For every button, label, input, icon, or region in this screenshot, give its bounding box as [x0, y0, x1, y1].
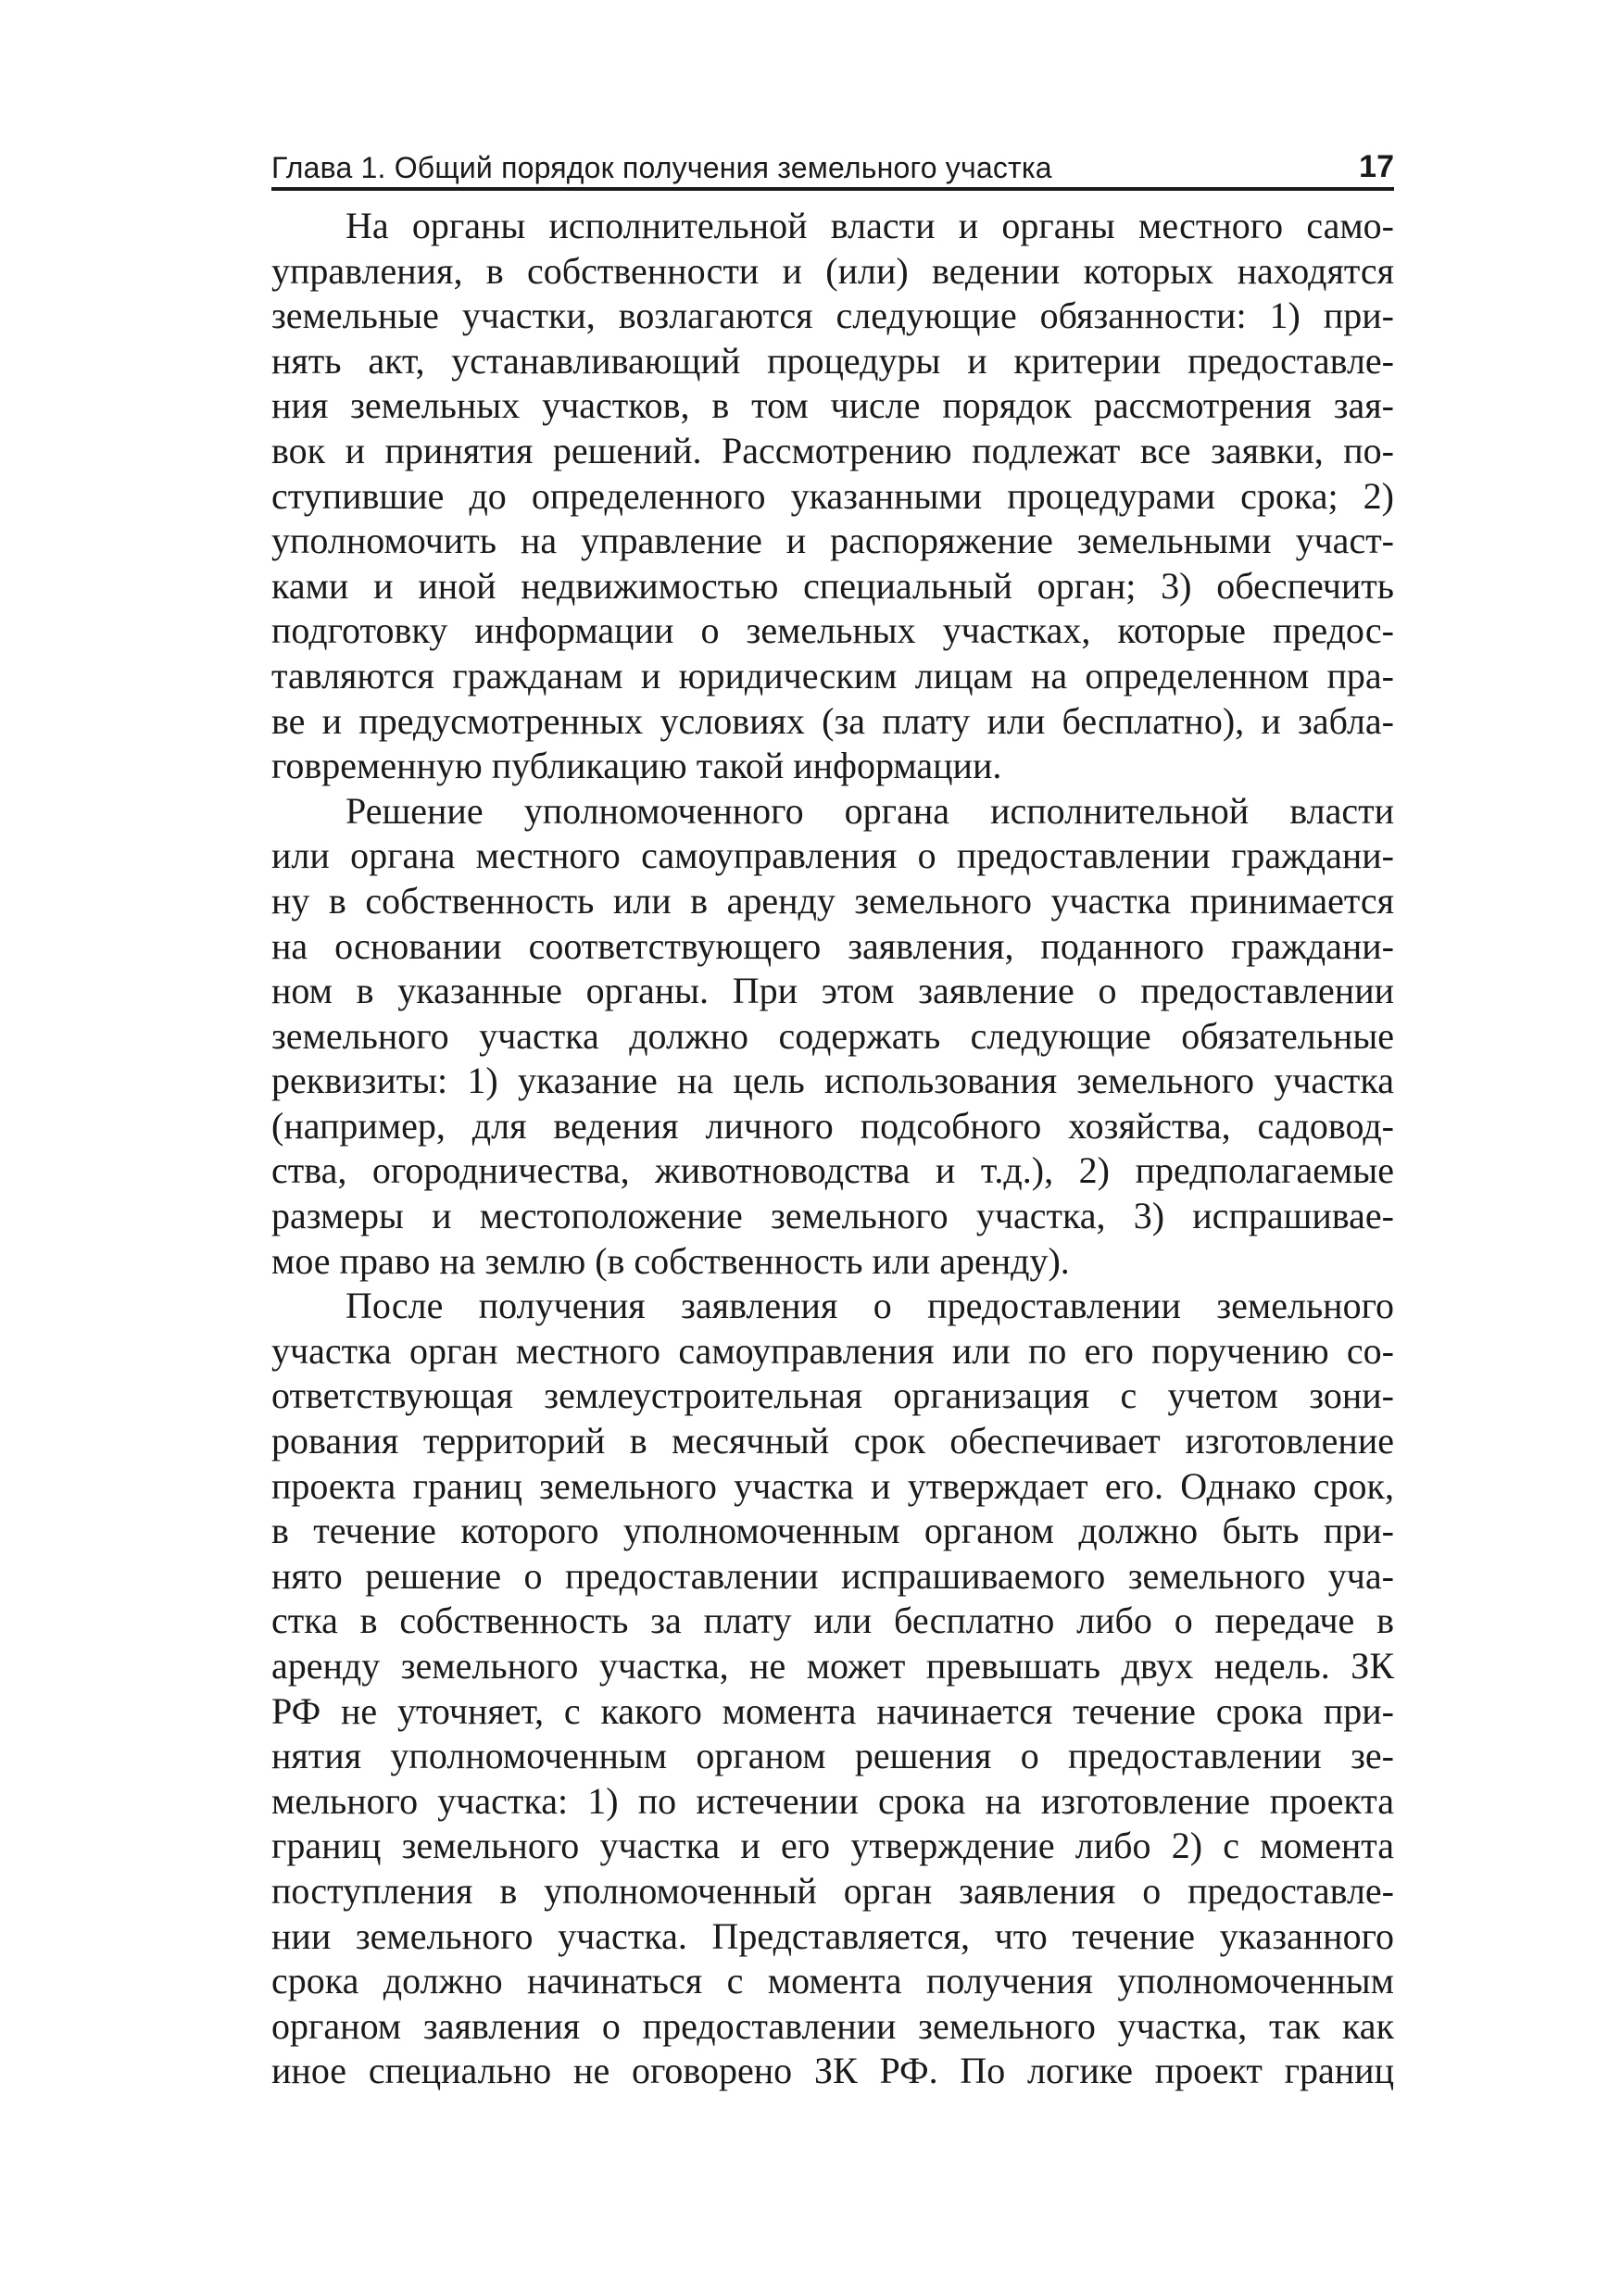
text-line: срока должно начинаться с момента получения уполномоченным — [271, 1960, 1394, 2002]
text-line: земельные участки, возлагаются следующие обязанности: 1) при- — [271, 295, 1394, 337]
text-line: реквизиты: 1) указание на цель использования земельного участка — [271, 1060, 1394, 1102]
text-line: После получения заявления о предоставлении земельного — [346, 1285, 1394, 1327]
text-line: рования территорий в месячный срок обеспечивает изготовление — [271, 1420, 1394, 1462]
text-line: размеры и местоположение земельного участка, 3) испрашивае- — [271, 1195, 1394, 1237]
text-line: нять акт, устанавливающий процедуры и критерии предоставле- — [271, 339, 1394, 382]
text-line: нято решение о предоставлении испрашиваемого земельного уча- — [271, 1554, 1394, 1597]
text-line: ве и предусмотренных условиях (за плату или бесплатно), и забла- — [271, 699, 1394, 742]
text-line: иное специально не оговорено ЗК РФ. По логике проект границ — [271, 2050, 1394, 2092]
text-line: ния земельных участков, в том числе порядок рассмотрения зая- — [271, 384, 1394, 427]
text-line: проекта границ земельного участка и утверждает его. Однако срок, — [271, 1464, 1394, 1507]
text-line: на основании соответствующего заявления, поданного граждани- — [271, 924, 1394, 967]
text-line: РФ не уточняет, с какого момента начинается течение срока при- — [271, 1689, 1394, 1732]
text-line: аренду земельного участка, не может превышать двух недель. ЗК — [271, 1645, 1394, 1687]
text-line: тавляются гражданам и юридическим лицам на определенном пра- — [271, 654, 1394, 696]
text-line: говременную публикацию такой информации. — [271, 745, 1002, 787]
text-line: нии земельного участка. Представляется, что течение указанного — [271, 1914, 1394, 1957]
running-header — [271, 141, 1394, 191]
text-line: ответствующая землеустроительная организация с учетом зони- — [271, 1374, 1394, 1417]
text-line: нятия уполномоченным органом решения о предоставлении зе- — [271, 1735, 1394, 1777]
text-line: ном в указанные органы. При этом заявление о предоставлении — [271, 970, 1394, 1012]
text-line: Решение уполномоченного органа исполнительной власти — [346, 789, 1394, 832]
text-line: в течение которого уполномоченным органом должно быть при- — [271, 1510, 1394, 1552]
text-line: ступившие до определенного указанными процедурами срока; 2) — [271, 474, 1394, 517]
body-text — [271, 204, 1394, 2094]
text-line: подготовку информации о земельных участках, которые предос- — [271, 609, 1394, 652]
text-line: (например, для ведения личного подсобного хозяйства, садовод- — [271, 1104, 1394, 1147]
paragraph — [271, 204, 1394, 789]
text-line: уполномочить на управление и распоряжение земельными участ- — [271, 520, 1394, 562]
text-line: ками и иной недвижимостью специальный орган; 3) обеспечить — [271, 564, 1394, 607]
book-page — [271, 141, 1394, 2094]
text-line: участка орган местного самоуправления или по его поручению со- — [271, 1329, 1394, 1372]
text-line: или органа местного самоуправления о предоставлении граждани- — [271, 834, 1394, 877]
text-line: ства, огородничества, животноводства и т.д.), 2) предполагаемые — [271, 1149, 1394, 1192]
text-line: границ земельного участка и его утверждение либо 2) с момента — [271, 1825, 1394, 1867]
paragraph — [271, 1284, 1394, 2094]
text-line: органом заявления о предоставлении земельного участка, так как — [271, 2004, 1394, 2047]
text-line: На органы исполнительной власти и органы местного само- — [346, 205, 1394, 246]
chapter-title: Глава 1. Общий порядок получения земельного участка — [271, 151, 1052, 184]
text-line: стка в собственность за плату или бесплатно либо о передаче в — [271, 1600, 1394, 1642]
text-line: управления, в собственности и (или) ведении которых находятся — [271, 249, 1394, 292]
text-line: мое право на землю (в собственность или аренду). — [271, 1239, 1070, 1282]
text-line: мельного участка: 1) по истечении срока на изготовление проекта — [271, 1779, 1394, 1822]
paragraph — [271, 789, 1394, 1285]
text-line: вок и принятия решений. Рассмотрению подлежат все заявки, по- — [271, 429, 1394, 471]
text-line: ну в собственность или в аренду земельного участка принимается — [271, 879, 1394, 922]
page-number: 17 — [1359, 149, 1394, 184]
text-line: поступления в уполномоченный орган заявления о предоставле- — [271, 1869, 1394, 1912]
text-line: земельного участка должно содержать следующие обязательные — [271, 1014, 1394, 1057]
